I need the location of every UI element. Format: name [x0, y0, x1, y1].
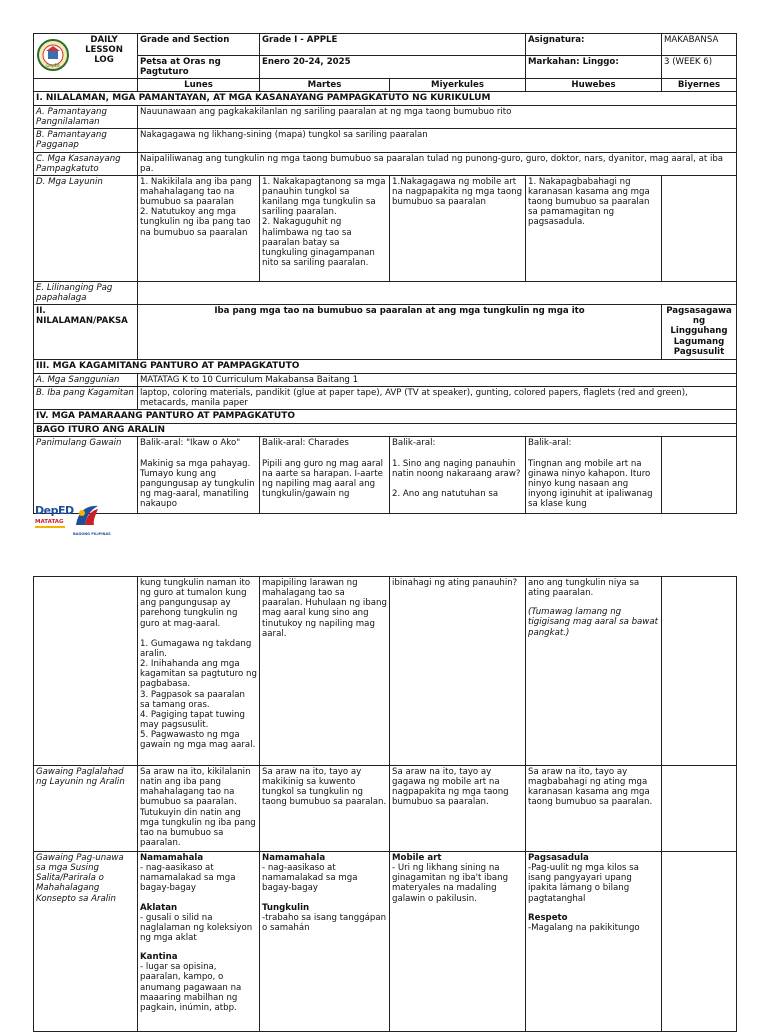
day-header-blank	[34, 79, 138, 92]
unawa-label: Gawaing Pag-unawa sa mga Susing Salita/Parirala o Mahahalagang Konsepto sa Aralin	[34, 852, 138, 1032]
panimula-martes-continued: mapipiling larawan ng mahalagang tao sa paaralan. Huhulaan ng ibang mag aaral kung sino ang tinutukoy ng napiling mag aaral.	[260, 577, 390, 766]
term-pagsasadula: Pagsasadula	[528, 853, 589, 863]
def-respeto: -Magalang na pakikitungo	[528, 922, 640, 933]
date-label: Petsa at Oras ng Pagtuturo	[138, 56, 260, 79]
term-kantina: Kantina	[140, 952, 178, 963]
term-mobile-art: Mobile art	[392, 853, 442, 863]
unawa-miyerkules	[390, 852, 526, 1032]
section1-e-value	[138, 281, 737, 304]
panimula-lunes: Balik-aral: "Ikaw o Ako" Makinig sa mga pahayag. Tumayo kung ang pangungusap ay tungkulin ng mag-aaral, manatiling nakaupo	[138, 437, 260, 514]
panimula-huwebes-continued	[526, 577, 662, 766]
section3-b-label: B. Iba pang Kagamitan	[34, 386, 138, 409]
section1-b-label: B. Pamantayang Pagganap	[34, 129, 138, 152]
matatag-logo-text: MATATAG	[35, 518, 64, 525]
school-seal-text: DepEd	[46, 63, 60, 68]
day-header-martes: Martes	[260, 79, 390, 92]
def-mobile-art: - Uri ng likhang sining na ginagamitan ng iba't ibang materyales na madaling galawin o pakilusin.	[392, 863, 509, 904]
layunin-martes: Sa araw na ito, tayo ay makikinig sa kuwento tungkol sa tungkulin ng taong bumubuo sa paaralan.	[260, 766, 390, 852]
layunin-miyerkules: Sa araw na ito, tayo ay gagawa ng mobile art na nagpapakita ng mga taong bumubuo sa paaralan.	[390, 766, 526, 852]
deped-matatag-logo	[35, 504, 74, 539]
unawa-martes	[260, 852, 390, 1032]
matatag-logo-stripe	[35, 526, 65, 528]
panimula-huwebes: Balik-aral: Tingnan ang mobile art na ginawa ninyo kahapon. Ituro ninyo kung nasaan ang inyong iginuhit at ipaliwanag sa klase kung	[526, 437, 662, 514]
section1-c-label: C. Mga Kasanayang Pampagkatuto	[34, 152, 138, 175]
unawa-biyernes	[662, 852, 737, 1032]
def-aklatan: - gusali o silid na naglalaman ng koleksiyon ng mga aklat	[140, 912, 253, 943]
panimula-miyerkules: Balik-aral: 1. Sino ang naging panauhin natin noong nakaraang araw? 2. Ano ang natutuhan sa	[390, 437, 526, 514]
header-logo-cell	[34, 34, 138, 79]
panimula-biyernes-continued	[662, 577, 737, 766]
section4-subtitle: BAGO ITURO ANG ARALIN	[34, 423, 737, 437]
unawa-huwebes	[526, 852, 662, 1032]
panimula-biyernes	[662, 437, 737, 514]
section1-a-value: Nauunawaan ang pagkakakilanlan ng sariling paaralan at ng mga taong bumubuo rito	[138, 106, 737, 129]
grade-section-value: Grade I - APPLE	[260, 34, 526, 56]
term-respeto: Respeto	[528, 912, 568, 923]
section3-title: III. MGA KAGAMITANG PANTURO AT PAMPAGKATUTO	[34, 360, 737, 374]
subject-label: Asignatura:	[526, 34, 662, 56]
section1-e-label: E. Lilinanging Pag papahalaga	[34, 281, 138, 304]
layunin-label: Gawaing Paglalahad ng Layunin ng Aralin	[34, 766, 138, 852]
panimula-miyerkules-continued: ibinahagi ng ating panauhin?	[390, 577, 526, 766]
objectives-biyernes	[662, 175, 737, 281]
term-tungkulin: Tungkulin	[262, 902, 310, 913]
panimula-martes: Balik-aral: Charades Pipili ang guro ng mag aaral na aarte sa harapan. I-aarte ng napiling mag aaral ang tungkulin/gawain ng	[260, 437, 390, 514]
day-header-huwebes: Huwebes	[526, 79, 662, 92]
section1-a-label: A. Pamantayang Pangnilalaman	[34, 106, 138, 129]
objectives-huwebes: 1. Nakapagbabahagi ng karanasan kasama ang mga taong bumubuo sa paaralan sa pamamagitan ng pagsasadula.	[526, 175, 662, 281]
layunin-biyernes	[662, 766, 737, 852]
lesson-log-table-page2	[33, 576, 737, 1032]
day-header-miyerkules: Miyerkules	[390, 79, 526, 92]
quarter-label: Markahan: Linggo:	[526, 56, 662, 79]
objectives-martes: 1. Nakakapagtanong sa mga panauhin tungkol sa kanilang mga tungkulin sa sariling paaralan. 2. Nakaguguhit ng halimbawa ng tao sa paaralan batay sa tungkuling ginagampanan nito sa sariling paaralan.	[260, 175, 390, 281]
panimula-continued-label	[34, 577, 138, 766]
objectives-miyerkules: 1.Nakagagawa ng mobile art na nagpapakita ng mga taong bumubuo sa paaralan	[390, 175, 526, 281]
panimula-lunes-continued: kung tungkulin naman ito ng guro at tumalon kung ang pangungusap ay parehong tungkulin ng guro at mag-aaral. 1. Gumagawa ng takdang aralin. 2. Inihahanda ang mga kagamitan sa pagtuturo ng pagbabasa. 3. Pagpasok sa paaralan sa tamang oras. 4. Pagiging tapat tuwing may pagsusulit. 5. Pagwawasto ng mga gawain ng mga mag aaral.	[138, 577, 260, 766]
day-header-biyernes: Biyernes	[662, 79, 737, 92]
section2-label: II. NILALAMAN/PAKSA	[34, 305, 138, 360]
bagong-pilipinas-emblem	[73, 503, 101, 529]
section2-friday: Pagsasagawa ng Lingguhang Lagumang Pagsusulit	[662, 305, 737, 360]
panimula-huwebes-text: ano ang tungkulin niya sa ating paaralan.	[528, 578, 640, 599]
section3-a-value: MATATAG K to 10 Curriculum Makabansa Baitang 1	[138, 373, 737, 386]
objectives-lunes: 1. Nakikilala ang iba pang mahahalagang tao na bumubuo sa paaralan 2. Natutukoy ang mga tungkulin ng iba pang tao na bumubuo sa paaralan	[138, 175, 260, 281]
deped-logo-text: DepED	[35, 504, 74, 517]
grade-section-label: Grade and Section	[138, 34, 260, 56]
section1-c-value: Naipaliliwanag ang tungkulin ng mga taong bumubuo sa paaralan tulad ng punong-guro, guro, doktor, nars, dyanitor, mag aaral, at iba pa.	[138, 152, 737, 175]
term-namamahala-martes: Namamahala	[262, 853, 326, 863]
day-header-lunes: Lunes	[138, 79, 260, 92]
section1-b-value: Nakagagawa ng likhang-sining (mapa) tungkol sa sariling paaralan	[138, 129, 737, 152]
def-namamahala-martes: - nag-aasikaso at namamalakad sa mga bagay-bagay	[262, 863, 358, 894]
subject-value: MAKABANSA	[662, 34, 737, 56]
def-namamahala-lunes: - nag-aasikaso at namamalakad sa mga bagay-bagay	[140, 863, 236, 894]
bagong-pilipinas-logo	[73, 503, 111, 537]
school-seal-logo	[37, 39, 69, 71]
lesson-log-table-page1	[33, 33, 737, 514]
section1-d-label: D. Mga Layunin	[34, 175, 138, 281]
bagong-pilipinas-text: BAGONG PILIPINAS	[73, 532, 111, 537]
quarter-value: 3 (WEEK 6)	[662, 56, 737, 79]
section3-b-value: laptop, coloring materials, pandikit (glue at paper tape), AVP (TV at speaker), gunting, colored papers, flaglets (red and green), metacards, manila paper	[138, 386, 737, 409]
panimula-label: Panimulang Gawain	[34, 437, 138, 514]
term-aklatan: Aklatan	[140, 902, 178, 913]
unawa-lunes	[138, 852, 260, 1032]
section1-title: I. NILALAMAN, MGA PAMANTAYAN, AT MGA KASANAYANG PAMPAGKATUTO NG KURIKULUM	[34, 92, 737, 106]
daily-lesson-log-title: DAILY LESSON LOG	[85, 35, 123, 66]
section3-a-label: A. Mga Sanggunian	[34, 373, 138, 386]
panimula-huwebes-note: (Tumawag lamang ng tigigisang mag aaral sa bawat pangkat.)	[528, 607, 658, 638]
section2-topic: Iba pang mga tao na bumubuo sa paaralan at ang mga tungkulin ng mga ito	[138, 305, 662, 360]
term-namamahala-lunes: Namamahala	[140, 853, 204, 863]
layunin-lunes: Sa araw na ito, kikilalanin natin ang iba pang mahahalagang tao na bumubuo sa paaralan. Tutukuyin din natin ang mga tungkulin ng iba pang tao na bumubuo sa paaralan.	[138, 766, 260, 852]
section4-title: IV. MGA PAMARAANG PANTURO AT PAMPAGKATUTO	[34, 410, 737, 424]
date-value: Enero 20-24, 2025	[260, 56, 526, 79]
def-pagsasadula: -Pag-uulit ng mga kilos sa isang pangyayari upang ipakita lámang o bilang pagtatanghal	[528, 863, 639, 904]
layunin-huwebes: Sa araw na ito, tayo ay magbabahagi ng ating mga karanasan kasama ang mga taong bumubuo sa paaralan.	[526, 766, 662, 852]
def-kantina: - lugar sa opisina, paaralan, kampo, o anumang pagawaan na maaaring mabilhan ng pagkain, inúmin, atbp.	[140, 962, 242, 1013]
def-tungkulin: -trabaho sa isang tanggápan o samahán	[262, 912, 387, 933]
